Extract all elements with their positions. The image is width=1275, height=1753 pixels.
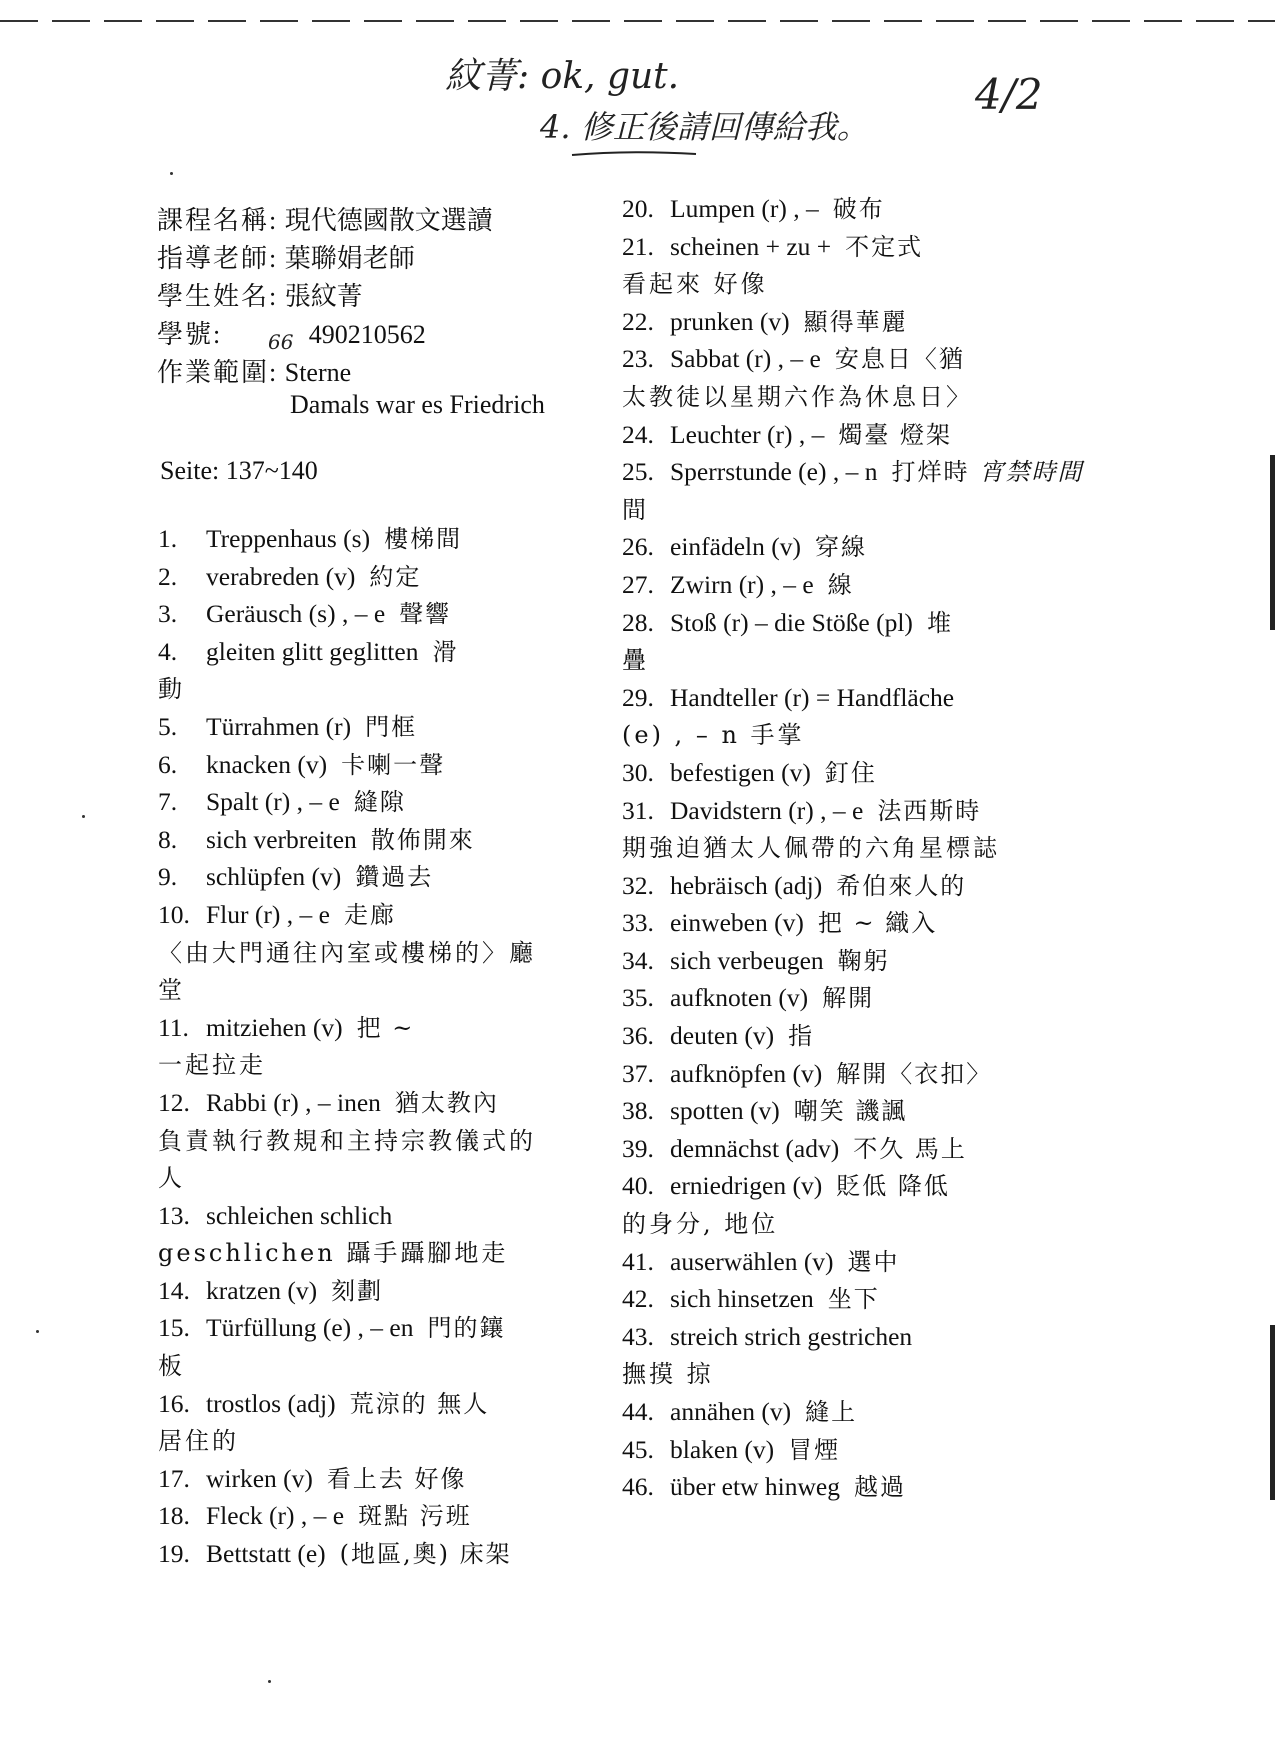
vocab-chinese: 把 ~ 織入	[817, 909, 938, 938]
header-student: 學生姓名: 張紋菁	[157, 282, 363, 311]
grade-mark: 4/2	[975, 70, 1043, 119]
handwritten-correction: 宵禁時間	[979, 458, 1084, 487]
vocab-number: 5.	[158, 711, 178, 741]
vocab-number: 34.	[622, 945, 654, 975]
vocab-entry	[158, 1309, 603, 1347]
vocab-entry	[622, 566, 1077, 604]
vocab-continuation	[158, 1347, 603, 1385]
vocab-german: Türrahmen (r)	[206, 711, 352, 741]
vocab-german: demnächst (adv)	[670, 1133, 840, 1163]
vocab-chinese: 選中	[847, 1247, 900, 1276]
vocab-german: Türfüllung (e) , – en	[206, 1313, 414, 1343]
vocab-german: Fleck (r) , – e	[206, 1501, 345, 1531]
vocab-entry	[622, 1318, 1077, 1356]
vocab-german: Stoß (r) – die Stöße (pl)	[670, 607, 913, 637]
vocab-continuation	[622, 716, 1077, 754]
teacher-comment-line2: 4. 修正後請回傳給我。	[540, 108, 869, 146]
vocab-continuation-text: geschlichen 躡手躡腳地走	[158, 1239, 509, 1268]
vocab-number: 29.	[622, 682, 654, 712]
vocab-continuation-text: 負責執行教規和主持宗教儀式的	[158, 1126, 536, 1155]
header-student-id: 學號: 490210562	[157, 320, 426, 349]
vocab-continuation	[622, 829, 1077, 867]
vocab-number: 44.	[622, 1397, 654, 1426]
vocab-german: schlüpfen (v)	[206, 862, 342, 892]
vocab-german: schleichen schlich	[206, 1200, 393, 1230]
vocab-number: 3.	[158, 599, 178, 629]
vocab-german: hebräisch (adj)	[670, 870, 823, 900]
vocab-continuation-text: (e) , – n 手掌	[622, 721, 805, 750]
vocab-entry	[158, 558, 603, 596]
vocab-number: 30.	[622, 757, 654, 787]
vocab-chinese: 解開	[822, 984, 875, 1013]
vocab-entry	[622, 528, 1077, 566]
vocab-entry	[622, 792, 1077, 830]
vocab-continuation-text: 撫摸 掠	[622, 1360, 714, 1389]
vocab-german: einweben (v)	[670, 908, 804, 938]
header-scope: 作業範圍: Sterne	[157, 358, 352, 387]
vocab-chinese: 斑點 污班	[358, 1502, 472, 1531]
vocab-entry	[158, 1009, 603, 1047]
vocab-list-right	[622, 190, 1084, 1506]
vocab-number: 27.	[622, 569, 654, 599]
vocab-continuation	[158, 1046, 603, 1084]
vocab-german: aufknoten (v)	[670, 983, 809, 1013]
vocab-entry	[158, 595, 603, 633]
vocab-german: mitziehen (v)	[206, 1012, 343, 1042]
vocab-number: 14.	[158, 1275, 190, 1305]
vocab-number: 2.	[158, 561, 178, 591]
vocab-chinese: 貶低 降低	[836, 1172, 950, 1201]
vocab-entry	[622, 754, 1077, 792]
vocab-chinese: 坐下	[827, 1285, 880, 1314]
vocab-continuation	[158, 1122, 603, 1160]
vocab-entry	[622, 1431, 1077, 1469]
vocab-entry	[158, 1084, 603, 1122]
vocab-chinese: 打烊時	[891, 458, 970, 487]
vocab-chinese: 嘲笑 譏諷	[793, 1097, 908, 1126]
vocab-number: 45.	[622, 1434, 654, 1464]
vocab-chinese: 刻劃	[331, 1276, 384, 1305]
vocab-german: sich hinsetzen	[670, 1284, 814, 1314]
vocab-chinese: 穿線	[814, 533, 867, 562]
vocab-chinese: 鞠躬	[837, 946, 890, 975]
vocab-german: kratzen (v)	[206, 1275, 318, 1305]
vocab-german: gleiten glitt geglitten	[206, 636, 419, 666]
vocab-entry	[158, 1197, 603, 1235]
vocab-chinese: 希伯來人的	[836, 871, 967, 900]
scan-edge-mark	[1270, 1325, 1275, 1500]
vocab-number: 43.	[622, 1321, 654, 1351]
vocab-number: 7.	[158, 787, 178, 817]
vocab-entry	[158, 1460, 603, 1498]
vocab-chinese: 樓梯間	[384, 525, 463, 553]
vocab-continuation-text: 的身分, 地位	[622, 1210, 779, 1239]
vocab-continuation-text: 〈由大門通往內室或樓梯的〉廳	[158, 938, 536, 967]
vocab-entry	[622, 1017, 1077, 1055]
vocab-entry	[158, 896, 603, 934]
vocab-continuation	[622, 1205, 1077, 1243]
vocab-german: auserwählen (v)	[670, 1246, 834, 1276]
vocab-number: 38.	[622, 1096, 654, 1126]
vocab-entry	[622, 867, 1077, 905]
vocab-entry	[622, 1393, 1077, 1431]
vocab-chinese: 冒煙	[788, 1435, 841, 1464]
vocab-continuation-text: 居住的	[158, 1427, 239, 1456]
vocab-chinese: 堆	[926, 608, 953, 637]
vocab-number: 42.	[622, 1284, 654, 1314]
vocab-chinese: 門框	[365, 712, 418, 741]
vocab-german: Spalt (r) , – e	[206, 787, 340, 817]
vocab-continuation-text: 太教徒以星期六作為休息日〉	[622, 382, 973, 411]
scan-speck	[36, 1330, 39, 1333]
vocab-entry	[158, 858, 603, 896]
vocab-chinese: 線	[827, 570, 854, 599]
vocab-entry	[622, 1243, 1077, 1281]
vocab-chinese: 安息日〈猶	[834, 345, 965, 374]
vocab-continuation	[158, 934, 603, 972]
vocab-continuation	[622, 265, 1077, 303]
vocab-entry	[158, 821, 603, 859]
vocab-entry	[622, 1055, 1077, 1093]
vocab-chinese: 縫上	[805, 1398, 858, 1426]
vocab-german: einfädeln (v)	[670, 532, 801, 562]
vocab-german: verabreden (v)	[206, 561, 356, 591]
vocab-entry	[622, 604, 1077, 642]
vocab-entry	[622, 228, 1077, 266]
vocab-chinese: (地區,奧) 床架	[339, 1540, 512, 1569]
vocab-continuation-text: 疊	[622, 646, 649, 675]
vocab-continuation-text: 動	[158, 675, 185, 704]
vocab-number: 37.	[622, 1058, 654, 1088]
vocab-chinese: 不久 馬上	[853, 1134, 967, 1163]
vocab-number: 19.	[158, 1539, 190, 1569]
vocab-continuation-text: 堂	[158, 976, 185, 1005]
vocab-entry	[158, 746, 603, 784]
vocab-german: blaken (v)	[670, 1434, 775, 1464]
vocab-german: befestigen (v)	[670, 757, 811, 787]
vocab-number: 32.	[622, 870, 654, 900]
vocab-number: 31.	[622, 795, 654, 825]
vocab-entry	[622, 1468, 1077, 1506]
vocab-number: 18.	[158, 1501, 190, 1531]
vocab-chinese: 釘住	[824, 758, 877, 787]
vocab-entry	[158, 783, 603, 821]
vocab-chinese: 破布	[832, 195, 885, 223]
header-teacher: 指導老師: 葉聯娟老師	[157, 244, 415, 273]
vocab-number: 10.	[158, 899, 190, 929]
vocab-number: 21.	[622, 231, 654, 261]
scan-edge-mark	[1270, 455, 1275, 630]
vocab-list-left	[158, 520, 603, 1573]
vocab-entry	[158, 633, 603, 671]
vocab-chinese: 聲響	[399, 600, 452, 629]
vocab-german: Sperrstunde (e) , – n	[670, 457, 878, 487]
vocab-german: Handteller (r) = Handfläche	[670, 682, 955, 712]
vocab-chinese: 看上去 好像	[326, 1464, 467, 1493]
vocab-german: Lumpen (r) , –	[670, 194, 819, 223]
scan-speck	[82, 815, 85, 818]
vocab-chinese: 顯得華麗	[803, 307, 908, 336]
vocab-continuation-text: 一起拉走	[158, 1051, 266, 1080]
vocab-number: 24.	[622, 419, 654, 449]
vocab-chinese: 荒涼的 無人	[349, 1389, 490, 1418]
vocab-continuation	[622, 491, 1077, 529]
comment-underline	[570, 148, 700, 160]
vocab-entry	[158, 1535, 603, 1573]
vocab-number: 26.	[622, 532, 654, 562]
page-range: Seite: 137~140	[160, 456, 318, 485]
vocab-entry	[158, 1272, 603, 1310]
vocab-number: 40.	[622, 1171, 654, 1201]
vocab-german: prunken (v)	[670, 306, 790, 336]
scan-speck	[268, 1680, 271, 1683]
vocab-continuation	[158, 1422, 603, 1460]
vocab-continuation	[158, 1159, 603, 1197]
vocab-chinese: 指	[788, 1022, 815, 1051]
vocab-entry	[622, 904, 1077, 942]
vocab-number: 4.	[158, 636, 178, 666]
vocab-entry	[622, 303, 1077, 341]
vocab-chinese: 約定	[369, 562, 422, 591]
vocab-continuation	[158, 670, 603, 708]
vocab-chinese: 把 ~	[356, 1013, 415, 1042]
vocab-chinese: 散佈開來	[370, 825, 475, 854]
vocab-number: 41.	[622, 1246, 654, 1276]
header-scope-2: Damals war es Friedrich	[290, 390, 545, 419]
vocab-entry	[622, 679, 1077, 717]
vocab-entry	[622, 1167, 1077, 1205]
vocab-german: Geräusch (s) , – e	[206, 599, 386, 629]
vocab-continuation	[622, 378, 1077, 416]
vocab-number: 46.	[622, 1472, 654, 1502]
vocab-number: 12.	[158, 1087, 190, 1117]
vocab-german: sich verbreiten	[206, 824, 357, 854]
vocab-entry	[158, 520, 603, 558]
vocab-number: 8.	[158, 824, 178, 854]
vocab-continuation-text: 間	[622, 495, 649, 524]
teacher-comment-line1: 紋菁: ok, gut.	[445, 56, 680, 97]
vocab-german: trostlos (adj)	[206, 1388, 336, 1418]
vocab-number: 6.	[158, 749, 178, 779]
vocab-chinese: 鑽過去	[355, 863, 434, 892]
vocab-german: Flur (r) , – e	[206, 899, 330, 929]
vocab-entry	[622, 1280, 1077, 1318]
vocab-chinese: 燭臺 燈架	[838, 420, 952, 449]
vocab-chinese: 解開〈衣扣〉	[836, 1059, 993, 1088]
vocab-continuation-text: 期強迫猶太人佩帶的六角星標誌	[622, 834, 1000, 863]
vocab-chinese: 越過	[853, 1473, 906, 1502]
vocab-german: Zwirn (r) , – e	[670, 569, 814, 599]
vocab-german: Treppenhaus (s)	[206, 524, 371, 553]
vocab-number: 28.	[622, 607, 654, 637]
vocab-entry	[158, 708, 603, 746]
vocab-chinese: 門的鑲	[427, 1314, 506, 1343]
vocab-german: spotten (v)	[670, 1096, 780, 1126]
vocab-continuation	[622, 641, 1077, 679]
vocab-entry	[622, 416, 1077, 454]
vocab-chinese: 滑	[432, 637, 459, 666]
vocab-german: erniedrigen (v)	[670, 1171, 823, 1201]
vocab-number: 33.	[622, 908, 654, 938]
vocab-german: wirken (v)	[206, 1463, 313, 1493]
vocab-number: 16.	[158, 1388, 190, 1418]
vocab-number: 1.	[158, 524, 178, 553]
vocab-entry	[622, 190, 1077, 228]
vocab-number: 36.	[622, 1021, 654, 1051]
vocab-continuation	[622, 1355, 1077, 1393]
vocab-german: Bettstatt (e)	[206, 1539, 326, 1569]
vocab-chinese: 卡喇一聲	[341, 750, 446, 779]
vocab-number: 9.	[158, 862, 178, 892]
vocab-chinese: 法西斯時	[877, 796, 982, 825]
vocab-number: 20.	[622, 194, 654, 223]
vocab-entry	[158, 1385, 603, 1423]
vocab-entry	[158, 1497, 603, 1535]
vocab-entry	[622, 979, 1077, 1017]
vocab-chinese: 不定式	[845, 232, 924, 261]
vocab-german: Sabbat (r) , – e	[670, 344, 821, 374]
handwritten-note-66: 66	[268, 330, 294, 354]
vocab-german: Leuchter (r) , –	[670, 419, 825, 449]
scan-speck	[170, 172, 173, 175]
vocab-continuation-text: 人	[158, 1164, 185, 1193]
vocab-german: sich verbeugen	[670, 945, 824, 975]
vocab-number: 35.	[622, 983, 654, 1013]
vocab-chinese: 縫隙	[353, 788, 406, 817]
vocab-chinese: 猶太教內	[394, 1088, 499, 1117]
vocab-continuation-text: 看起來 好像	[622, 270, 768, 299]
vocab-number: 22.	[622, 306, 654, 336]
vocab-number: 39.	[622, 1133, 654, 1163]
vocab-german: aufknöpfen (v)	[670, 1058, 823, 1088]
vocab-entry	[622, 340, 1077, 378]
vocab-german: Rabbi (r) , – inen	[206, 1087, 381, 1117]
vocab-german: deuten (v)	[670, 1021, 775, 1051]
vocab-entry	[622, 1092, 1077, 1130]
vocab-german: streich strich gestrichen	[670, 1321, 913, 1351]
header-course: 課程名稱: 現代德國散文選讀	[157, 206, 493, 235]
vocab-german: Davidstern (r) , – e	[670, 795, 864, 825]
vocab-chinese: 走廊	[343, 900, 396, 929]
vocab-number: 17.	[158, 1463, 190, 1493]
vocab-german: über etw hinweg	[670, 1472, 840, 1502]
vocab-continuation	[158, 971, 603, 1009]
vocab-number: 11.	[158, 1012, 189, 1042]
vocab-entry	[622, 453, 1084, 491]
vocab-german: annähen (v)	[670, 1397, 792, 1426]
vocab-number: 13.	[158, 1200, 190, 1230]
vocab-german: knacken (v)	[206, 749, 328, 779]
vocab-entry	[622, 1130, 1077, 1168]
vocab-entry	[622, 942, 1077, 980]
vocab-continuation-text: 板	[158, 1352, 185, 1381]
vocab-number: 25.	[622, 457, 654, 487]
vocab-german: scheinen + zu +	[670, 231, 832, 261]
vocab-number: 23.	[622, 344, 654, 374]
vocab-continuation	[158, 1234, 603, 1272]
top-border-dashes	[0, 18, 1275, 24]
vocab-number: 15.	[158, 1313, 190, 1343]
